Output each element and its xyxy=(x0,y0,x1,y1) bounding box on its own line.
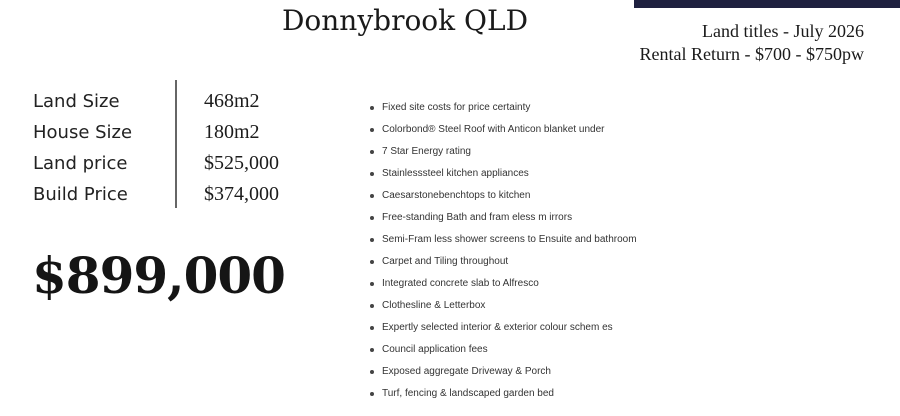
bullet-icon xyxy=(370,128,374,132)
bullet-icon xyxy=(370,106,374,110)
feature-text: Clothesline & Letterbox xyxy=(382,300,486,311)
feature-item xyxy=(368,141,637,163)
bullet-icon xyxy=(370,172,374,176)
feature-item xyxy=(368,383,637,405)
feature-text: Colorbond® Steel Roof with Anticon blanket under xyxy=(382,124,605,135)
feature-text: Fixed site costs for price certainty xyxy=(382,102,531,113)
feature-text: Caesarstonebenchtops to kitchen xyxy=(382,190,531,201)
feature-item xyxy=(368,163,637,185)
bullet-icon xyxy=(370,260,374,264)
page-title: Donnybrook QLD xyxy=(281,4,529,37)
rental-return-text: Rental Return - $700 - $750pw xyxy=(639,44,864,64)
spec-value-land-size: 468m2 xyxy=(204,90,260,112)
feature-text: Exposed aggregate Driveway & Porch xyxy=(382,366,551,377)
feature-item xyxy=(368,229,637,251)
feature-text: Turf, fencing & landscaped garden bed xyxy=(382,388,554,399)
feature-text: Free-standing Bath and fram eless m irrors xyxy=(382,212,573,223)
feature-item xyxy=(368,339,637,361)
feature-item xyxy=(368,295,637,317)
info-block xyxy=(640,20,864,66)
spec-values xyxy=(204,86,279,210)
spec-value-land-price: $525,000 xyxy=(204,152,279,174)
bullet-icon xyxy=(370,370,374,374)
spec-label-land-price: Land price xyxy=(33,153,128,174)
feature-text: Expertly selected interior & exterior colour schem es xyxy=(382,322,613,333)
spec-label-land-size: Land Size xyxy=(33,91,120,112)
feature-text: Integrated concrete slab to Alfresco xyxy=(382,278,539,289)
bullet-icon xyxy=(370,238,374,242)
bullet-icon xyxy=(370,216,374,220)
bullet-icon xyxy=(370,348,374,352)
feature-text: Semi-Fram less shower screens to Ensuite and bathroom xyxy=(382,234,637,245)
feature-item xyxy=(368,119,637,141)
bullet-icon xyxy=(370,194,374,198)
spec-value-house-size: 180m2 xyxy=(204,121,260,143)
feature-item xyxy=(368,185,637,207)
spec-label-house-size: House Size xyxy=(33,122,133,143)
bullet-icon xyxy=(370,304,374,308)
bullet-icon xyxy=(370,282,374,286)
total-price: $899,000 xyxy=(32,246,285,305)
bullet-icon xyxy=(370,326,374,330)
feature-item xyxy=(368,273,637,295)
feature-text: Stainlesssteel kitchen appliances xyxy=(382,168,529,179)
spec-label-build-price: Build Price xyxy=(33,184,128,205)
bullet-icon xyxy=(370,392,374,396)
feature-item xyxy=(368,361,637,383)
feature-text: Carpet and Tiling throughout xyxy=(382,256,509,267)
land-titles-text: Land titles - July 2026 xyxy=(702,21,864,41)
feature-text: 7 Star Energy rating xyxy=(382,146,471,157)
feature-item xyxy=(368,207,637,229)
spec-value-build-price: $374,000 xyxy=(204,183,279,205)
spec-labels xyxy=(33,86,132,210)
feature-list xyxy=(368,97,637,405)
spec-divider xyxy=(175,80,177,208)
feature-item xyxy=(368,97,637,119)
feature-text: Council application fees xyxy=(382,344,488,355)
bullet-icon xyxy=(370,150,374,154)
feature-item xyxy=(368,317,637,339)
feature-item xyxy=(368,251,637,273)
